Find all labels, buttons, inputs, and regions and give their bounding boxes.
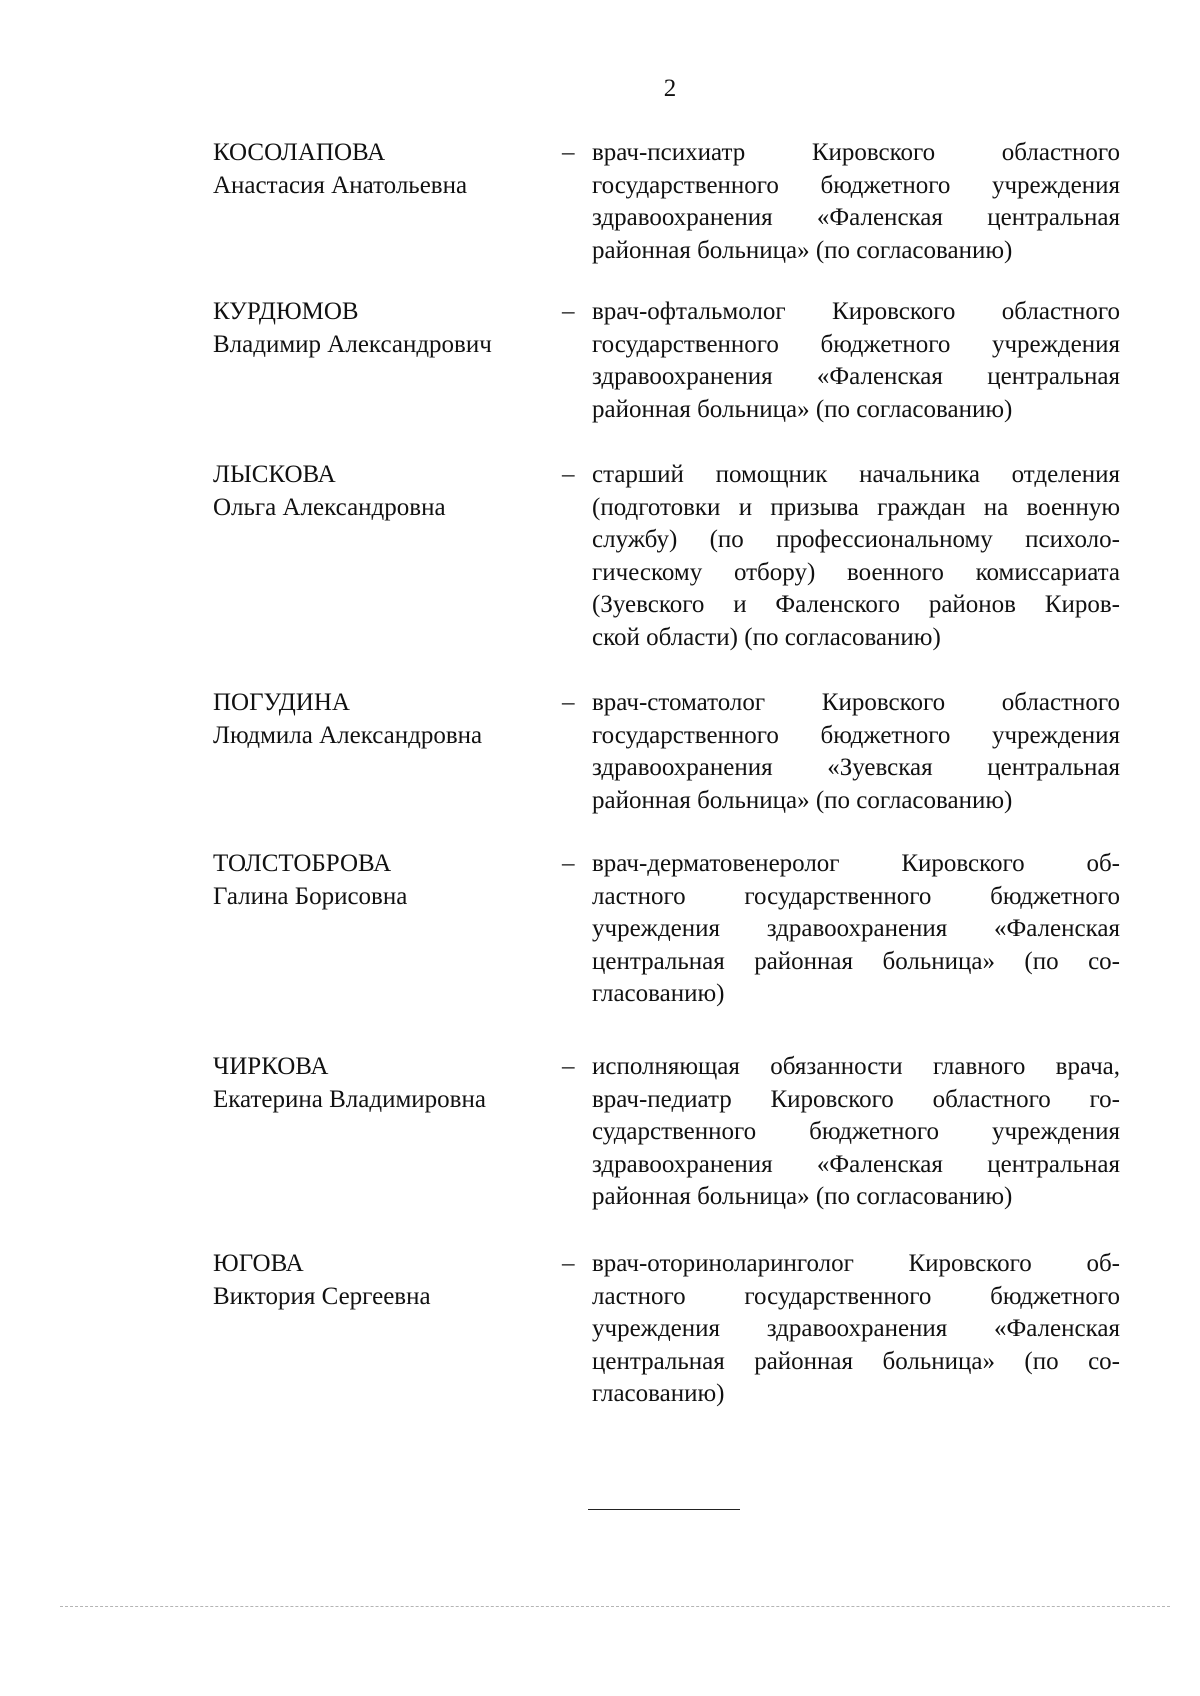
position-line: ластного государственного бюджетного — [592, 882, 1120, 910]
position-line: гласованию) — [592, 1380, 725, 1407]
member-name — [213, 137, 543, 202]
position-line: (подготовки и призыва граждан на военную — [592, 493, 1120, 521]
member-position — [592, 137, 1120, 267]
position-line: государственного бюджетного учреждения — [592, 330, 1120, 358]
end-of-list-rule — [588, 1509, 740, 1510]
position-line: государственного бюджетного учреждения — [592, 721, 1120, 749]
position-line: районная больница» (по согласованию) — [592, 1183, 1013, 1210]
entry-dash: – — [562, 139, 575, 166]
member-surname: ЛЫСКОВА — [213, 461, 336, 488]
position-line: центральная районная больница» (по со- — [592, 947, 1120, 975]
position-line: районная больница» (по согласованию) — [592, 236, 1013, 264]
position-line: (Зуевского и Фаленского районов Киров- — [592, 591, 1120, 618]
position-line: врач-педиатр Кировского областного го- — [592, 1085, 1120, 1113]
position-line: врач-психиатр Кировского областного — [592, 139, 1120, 166]
position-line: районная больница» (по согласованию) — [592, 395, 1013, 423]
position-line: ластного государственного бюджетного — [592, 1282, 1120, 1310]
position-line: старший помощник начальника отделения — [592, 461, 1120, 488]
member-given-names: Екатерина Владимировна — [213, 1085, 486, 1113]
position-line: здравоохранения «Фаленская центральная — [592, 1150, 1120, 1178]
position-line: сударственного бюджетного учреждения — [592, 1118, 1120, 1145]
member-position — [592, 848, 1120, 1011]
member-name — [213, 687, 543, 752]
position-line: гласованию) — [592, 980, 725, 1007]
entry-dash: – — [562, 1250, 575, 1277]
entry-dash: – — [562, 850, 575, 877]
member-given-names: Ольга Александровна — [213, 493, 446, 521]
position-line: здравоохранения «Зуевская центральная — [592, 754, 1120, 781]
scan-edge-marks — [60, 1606, 1170, 1607]
member-position — [592, 1248, 1120, 1411]
member-given-names: Людмила Александровна — [213, 721, 483, 749]
member-surname: ЮГОВА — [213, 1250, 304, 1277]
member-surname: КУРДЮМОВ — [213, 298, 359, 325]
entry-dash: – — [562, 1053, 575, 1080]
position-line: государственного бюджетного учреждения — [592, 171, 1120, 199]
member-position — [592, 687, 1120, 817]
position-line: учреждения здравоохранения «Фаленская — [592, 915, 1120, 942]
member-name — [213, 296, 543, 361]
member-surname: ЧИРКОВА — [213, 1053, 329, 1080]
position-line: ской области) (по согласованию) — [592, 623, 941, 651]
position-line: здравоохранения «Фаленская центральная — [592, 204, 1120, 231]
member-position — [592, 1051, 1120, 1214]
member-given-names: Галина Борисовна — [213, 882, 408, 910]
member-position — [592, 296, 1120, 426]
member-given-names: Виктория Сергеевна — [213, 1282, 431, 1310]
member-name — [213, 1051, 543, 1116]
position-line: центральная районная больница» (по со- — [592, 1347, 1120, 1375]
position-line: врач-оториноларинголог Кировского об- — [592, 1250, 1120, 1277]
page-number: 2 — [663, 75, 677, 102]
position-line: учреждения здравоохранения «Фаленская — [592, 1315, 1120, 1342]
entry-dash: – — [562, 461, 575, 488]
member-name — [213, 1248, 543, 1313]
position-line: врач-стоматолог Кировского областного — [592, 689, 1120, 716]
position-line: врач-офтальмолог Кировского областного — [592, 298, 1120, 325]
member-name — [213, 459, 543, 524]
position-line: врач-дерматовенеролог Кировского об- — [592, 850, 1120, 877]
position-line: исполняющая обязанности главного врача, — [592, 1053, 1120, 1080]
position-line: районная больница» (по согласованию) — [592, 786, 1013, 814]
position-line: здравоохранения «Фаленская центральная — [592, 363, 1120, 390]
member-given-names: Анастасия Анатольевна — [213, 171, 468, 199]
member-surname: ПОГУДИНА — [213, 689, 350, 716]
member-given-names: Владимир Александрович — [213, 330, 492, 358]
member-surname: ТОЛСТОБРОВА — [213, 850, 392, 877]
member-position — [592, 459, 1120, 654]
member-name — [213, 848, 543, 913]
member-surname: КОСОЛАПОВА — [213, 139, 386, 166]
position-line: службу) (по профессиональному психоло- — [592, 526, 1120, 553]
entry-dash: – — [562, 298, 575, 325]
entry-dash: – — [562, 689, 575, 716]
position-line: гическому отбору) военного комиссариата — [592, 558, 1120, 586]
